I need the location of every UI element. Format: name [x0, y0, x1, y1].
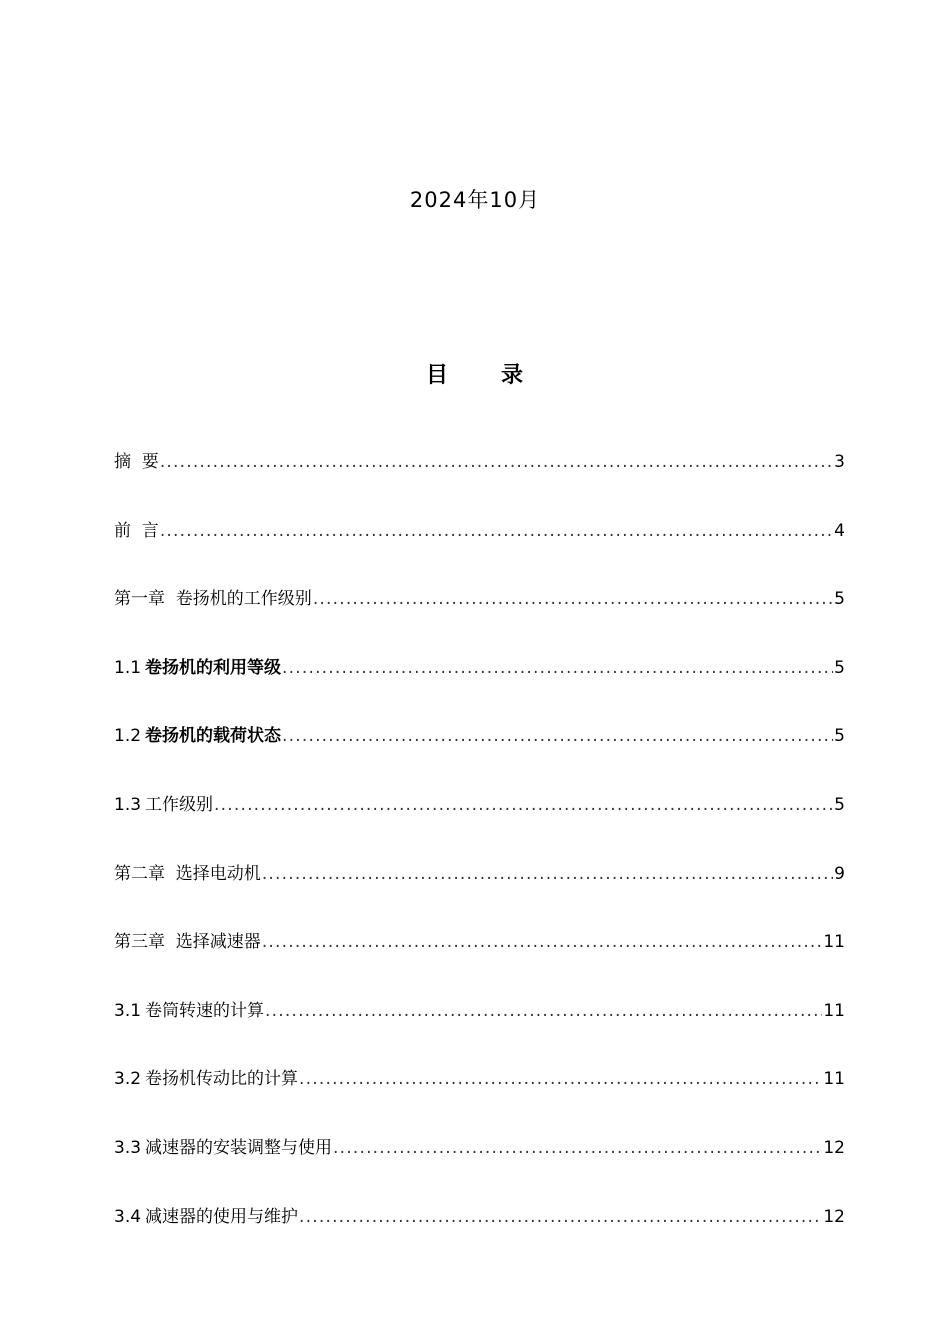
toc-entry[interactable]: [114, 652, 845, 721]
toc-page-number: 5: [834, 589, 845, 610]
toc-entry[interactable]: [114, 926, 845, 995]
toc-dot-leader: [299, 1201, 822, 1233]
toc-entry-label: 前 言: [114, 520, 159, 541]
toc-entry-label: 卷扬机传动比的计算: [145, 1069, 299, 1090]
toc-page-number: 11: [823, 932, 845, 953]
toc-page-number: 4: [834, 520, 845, 541]
toc-dot-leader: [282, 652, 833, 684]
toc-entry-label: 摘 要: [114, 452, 159, 472]
toc-entry[interactable]: [114, 1201, 845, 1270]
toc-entry[interactable]: [114, 1063, 845, 1132]
toc-heading-char: 目: [425, 363, 449, 388]
toc-entry[interactable]: [114, 1132, 845, 1201]
toc-entry-label: 卷筒转速的计算: [145, 1000, 265, 1021]
toc-dot-leader: [262, 926, 823, 958]
toc-page-number: 11: [823, 1069, 845, 1090]
toc-entry-label: 卷扬机的载荷状态: [145, 726, 282, 747]
toc-dot-leader: [265, 995, 822, 1027]
toc-page-number: 5: [834, 726, 845, 747]
toc-entry-number: 1.3: [114, 794, 142, 815]
toc-entry-number: 3.2: [114, 1069, 142, 1090]
toc-entry[interactable]: [114, 995, 845, 1064]
toc-entry-number: 1.1: [114, 657, 142, 678]
toc-entry-number: 3.3: [114, 1137, 142, 1158]
toc-dot-leader: [214, 789, 833, 821]
toc-dot-leader: [333, 1132, 822, 1164]
toc-entry-label: 卷扬机的利用等级: [145, 657, 282, 678]
toc-dot-leader: [160, 515, 833, 547]
toc-dot-leader: [299, 1063, 822, 1095]
table-of-contents: [114, 446, 845, 1269]
toc-entry-number: 3.1: [114, 1000, 142, 1021]
toc-entry-number: 1.2: [114, 726, 142, 747]
toc-dot-leader: [160, 446, 833, 478]
toc-entry[interactable]: [114, 858, 845, 927]
toc-entry-label: 第一章 卷扬机的工作级别: [114, 589, 312, 610]
toc-page-number: 9: [834, 863, 845, 884]
toc-dot-leader: [313, 583, 833, 615]
toc-heading: [0, 358, 950, 389]
toc-dot-leader: [262, 858, 833, 890]
toc-entry-label: 第三章 选择减速器: [114, 932, 261, 953]
toc-entry-number: 3.4: [114, 1206, 142, 1227]
toc-page-number: 12: [823, 1137, 845, 1158]
toc-entry-label: 减速器的安装调整与使用: [145, 1137, 333, 1158]
toc-page-number: 11: [823, 1000, 845, 1021]
toc-entry[interactable]: [114, 789, 845, 858]
toc-entry[interactable]: [114, 446, 845, 515]
toc-entry[interactable]: [114, 583, 845, 652]
toc-page-number: 5: [834, 657, 845, 678]
toc-entry-label: 第二章 选择电动机: [114, 863, 261, 884]
toc-dot-leader: [282, 720, 833, 752]
document-date: 2024年10月: [409, 188, 541, 212]
toc-page-number: 12: [823, 1206, 845, 1227]
toc-entry[interactable]: [114, 720, 845, 789]
toc-page-number: 3: [834, 452, 845, 472]
toc-entry[interactable]: [114, 515, 845, 584]
toc-entry-label: 工作级别: [145, 794, 214, 815]
toc-entry-label: 减速器的使用与维护: [145, 1206, 299, 1227]
toc-heading-char: 录: [501, 363, 525, 388]
toc-page-number: 5: [834, 794, 845, 815]
